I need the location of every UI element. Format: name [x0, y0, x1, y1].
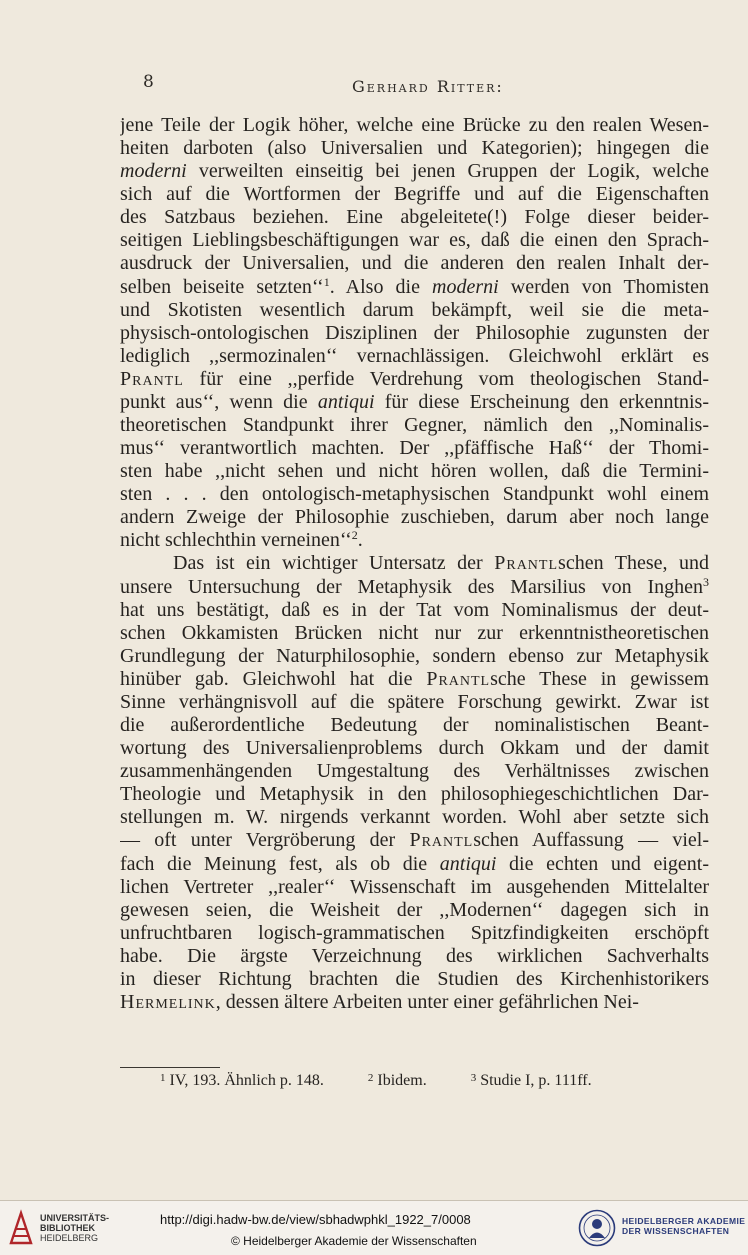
university-library-name: UNIVERSITÄTS- BIBLIOTHEK HEIDELBERG: [40, 1213, 110, 1243]
text-line: des Satzbaus beziehen. Eine abgeleitete(!) Folge dieser beider-: [120, 206, 709, 229]
footnote-text: Ibidem.: [377, 1072, 427, 1089]
footnote: [368, 1072, 427, 1090]
academy-seal-icon: [578, 1209, 616, 1247]
footnotes: [160, 1072, 636, 1090]
footnote-text: IV, 193. Ähnlich p. 148.: [169, 1072, 324, 1089]
text-line: ausdruck der Universalien, und die anderen den realen Inhalt der-: [120, 252, 709, 275]
text-line: [120, 529, 709, 552]
copyright-notice: © Heidelberger Akademie der Wissenschaften: [231, 1234, 477, 1248]
text-segment: verweilten einseitig bei jenen Gruppen der Logik, welche: [186, 160, 709, 183]
text-line: Grundlegung der Naturphilosophie, sondern ebenso zur Metaphysik: [120, 644, 709, 667]
text-segment: punkt aus‘‘, wenn die: [120, 390, 318, 413]
page-number: 8: [143, 72, 154, 92]
university-library-logo-icon: [8, 1209, 34, 1247]
text-line: zusammenhängenden Umgestaltung des Verhältnisses zwischen: [120, 760, 709, 783]
text-segment: sche These in gewissem: [490, 667, 709, 690]
latin-term: antiqui: [317, 390, 375, 413]
text-line: schen Okkamisten Brücken nicht nur zur erkenntnistheoretischen: [120, 621, 709, 644]
text-line: [120, 552, 709, 575]
text-segment: für diese Erscheinung den erkenntnis-: [374, 390, 709, 413]
text-line: in dieser Richtung brachten die Studien des Kirchenhistorikers: [120, 967, 709, 990]
latin-term: antiqui: [439, 852, 497, 875]
text-segment: .: [357, 529, 363, 552]
text-line: Sinne verhängnisvoll auf die spätere Forschung gewirkt. Zwar ist: [120, 690, 709, 713]
text-segment: werden von Thomisten: [498, 275, 709, 298]
author-name: Prantl: [426, 667, 491, 690]
footnote-mark: 2: [367, 1072, 374, 1084]
text-line: [120, 391, 709, 414]
text-line: sten . . . den ontologisch-metaphysischen Standpunkt wohl einem: [120, 483, 709, 506]
footnote-ref: 2: [351, 529, 358, 543]
text-line: [120, 160, 709, 183]
text-line: und Skotisten wesentlich darum bekämpft, weil sie die meta-: [120, 298, 709, 321]
text-line: [120, 991, 709, 1014]
text-segment: selben beiseite setzten‘‘: [120, 275, 324, 298]
text-segment: für eine ,,perfide Verdrehung vom theologischen Stand-: [183, 367, 709, 390]
author-name: Prantl: [494, 552, 559, 575]
text-line: sich auf die Wortformen der Begriffe und auf die Eigenschaften: [120, 183, 709, 206]
author-name: Prantl: [409, 829, 474, 852]
text-line: [120, 829, 709, 852]
footnote-ref: 3: [703, 575, 709, 589]
text-line: [120, 853, 709, 876]
text-line: physisch-ontologischen Disziplinen der Philosophie zugunsten der: [120, 321, 709, 344]
text-line: stellungen m. W. nirgends verkannt worden. Wohl aber setzte sich: [120, 806, 709, 829]
text-line: lichen Vertreter ,,realer‘‘ Wissenschaft im ausgehenden Mittelalter: [120, 875, 709, 898]
footnote-mark: 1: [160, 1072, 166, 1084]
author-name: Hermelink: [120, 990, 216, 1013]
latin-term: moderni: [120, 160, 187, 183]
text-line: theoretischen Standpunkt ihrer Gegner, nämlich den ,,Nominalis-: [120, 414, 709, 437]
viewer-footer: [0, 1200, 748, 1255]
text-line: gewesen seien, die Weisheit der ,,Modernen‘‘ dagegen sich in: [120, 898, 709, 921]
text-segment: hinüber gab. Gleichwohl hat die: [120, 667, 427, 690]
latin-term: moderni: [432, 275, 499, 298]
permalink-url[interactable]: http://digi.hadw-bw.de/view/sbhadwphkl_1922_7/0008: [160, 1212, 471, 1227]
page-header: [0, 72, 748, 96]
text-segment: nicht schlechthin verneinen‘‘: [120, 529, 352, 552]
text-line: lediglich ,,sermozinalen‘‘ vernachlässigen. Gleichwohl erklärt es: [120, 344, 709, 367]
footnote: [471, 1072, 592, 1090]
text-line: mus‘‘ verantwortlich machten. Der ,,pfäffische Haß‘‘ der Thomi-: [120, 437, 709, 460]
text-segment: die echten und eigent-: [496, 852, 709, 875]
text-segment: , dessen ältere Arbeiten unter einer gefährlichen Nei-: [215, 990, 639, 1013]
text-line: sten habe ,,nicht sehen und nicht hören wollen, daß die Termini-: [120, 460, 709, 483]
text-segment: — oft unter Vergröberung der: [120, 829, 410, 852]
text-line: wortung des Universalienproblems durch Okkam und der damit: [120, 737, 709, 760]
text-segment: Das ist ein wichtiger Untersatz der: [173, 552, 495, 575]
text-line: [120, 276, 709, 299]
text-line: die außerordentliche Bedeutung der nominalistischen Beant-: [120, 714, 709, 737]
text-line: [120, 668, 709, 691]
running-head: Gerhard Ritter:: [352, 77, 504, 96]
text-line: Theologie und Metaphysik in den philosophiegeschichtlichen Dar-: [120, 783, 709, 806]
academy-name: HEIDELBERGER AKADEMIE DER WISSENSCHAFTEN: [622, 1216, 746, 1236]
text-line: andern Zweige der Philosophie zuschieben, darum aber noch lange: [120, 506, 709, 529]
footnote-ref: 1: [323, 275, 330, 289]
footnote-divider: [120, 1067, 220, 1068]
footnote-text: Studie I, p. 111ff.: [480, 1072, 592, 1089]
text-line: unfruchtbaren logisch-grammatischen Spitzfindigkeiten erschöpft: [120, 921, 709, 944]
text-line: seitigen Lieblingsbeschäftigungen war es, daß die einen den Sprach-: [120, 229, 709, 252]
author-name: Prantl: [120, 367, 184, 390]
text-line: habe. Die ärgste Verzeichnung des wirklichen Sachverhalts: [120, 944, 709, 967]
text-segment: schen Auffassung — viel-: [473, 829, 709, 852]
text-segment: . Also die: [329, 275, 433, 298]
text-line: jene Teile der Logik höher, welche eine Brücke zu den realen Wesen-: [120, 114, 709, 136]
text-line: [120, 368, 709, 391]
footnote: [160, 1072, 324, 1090]
footnote-mark: 3: [470, 1072, 477, 1084]
text-line: hat uns bestätigt, daß es in der Tat vom Nominalismus der deut-: [120, 598, 709, 621]
text-line: heiten darboten (also Universalien und Kategorien); hingegen die: [120, 137, 709, 160]
text-line: [120, 576, 709, 599]
body-text: [120, 114, 709, 1014]
text-segment: fach die Meinung fest, als ob die: [120, 852, 440, 875]
text-segment: schen These, und: [558, 552, 709, 575]
text-segment: unsere Untersuchung der Metaphysik des Marsilius von Inghen: [120, 575, 703, 598]
